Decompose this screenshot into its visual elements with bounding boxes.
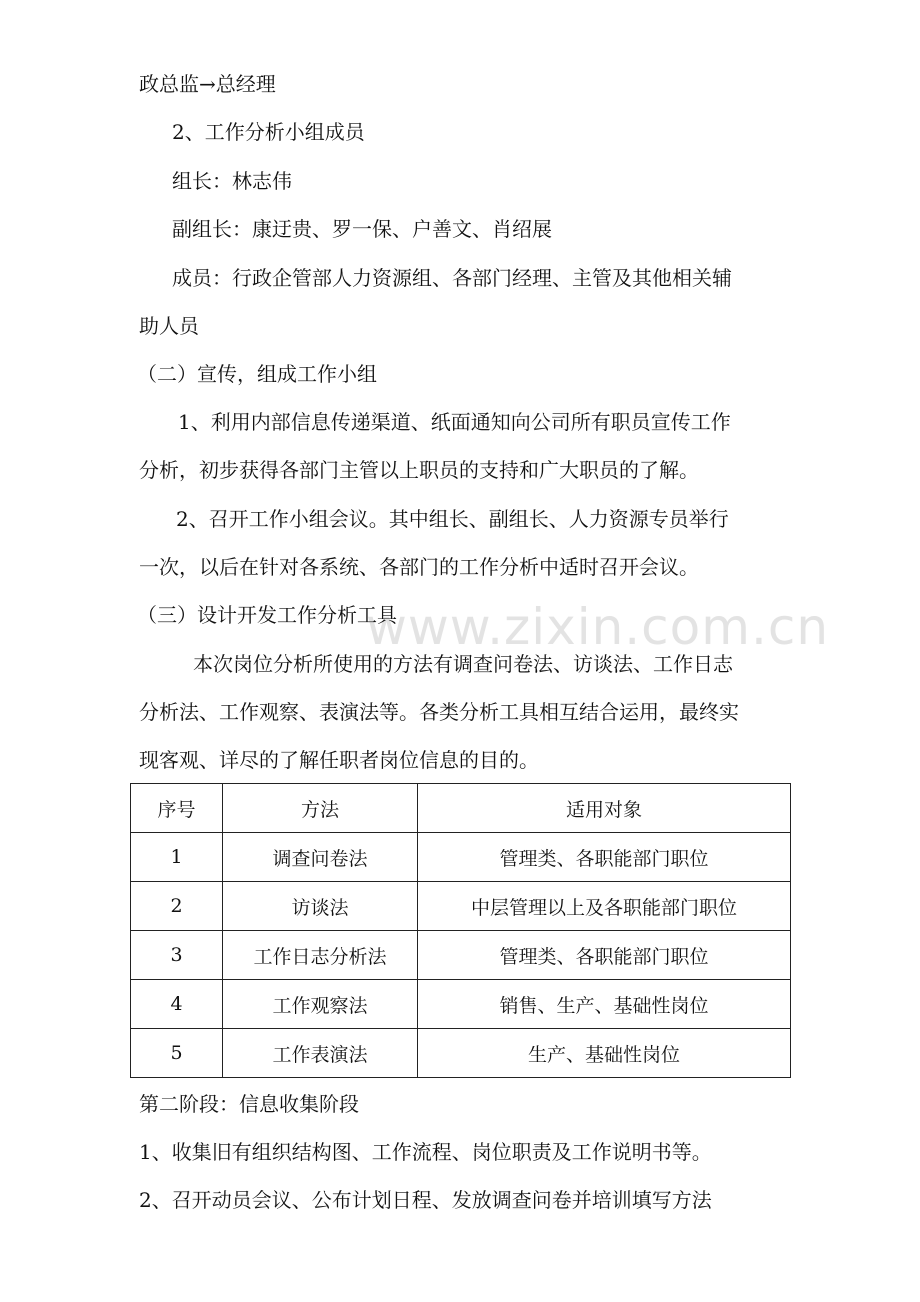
table-cell: 1	[131, 833, 223, 882]
team-leader: 组长：林志伟	[172, 169, 292, 193]
table-cell: 中层管理以上及各职能部门职位	[418, 882, 791, 931]
paragraph-line: 助人员	[139, 314, 199, 338]
methods-table	[130, 783, 791, 1078]
table-cell: 2	[131, 882, 223, 931]
section-heading: 2、工作分析小组成员	[172, 120, 365, 144]
table-cell: 4	[131, 980, 223, 1029]
table-cell: 访谈法	[223, 882, 418, 931]
paragraph-line: 1、收集旧有组织结构图、工作流程、岗位职责及工作说明书等。	[139, 1140, 712, 1164]
paragraph-line: 分析，初步获得各部门主管以上职员的支持和广大职员的了解。	[139, 458, 699, 482]
table-cell: 调查问卷法	[223, 833, 418, 882]
paragraph-line: 1、利用内部信息传递渠道、纸面通知向公司所有职员宣传工作	[178, 410, 731, 434]
paragraph-line: 分析法、工作观察、表演法等。各类分析工具相互结合运用，最终实	[139, 700, 739, 724]
table-cell: 工作表演法	[223, 1029, 418, 1078]
table-header-row	[131, 784, 791, 833]
table-cell: 销售、生产、基础性岗位	[418, 980, 791, 1029]
table-row	[131, 1029, 791, 1078]
paragraph-line: 一次，以后在针对各系统、各部门的工作分析中适时召开会议。	[139, 555, 699, 579]
table-cell: 管理类、各职能部门职位	[418, 931, 791, 980]
section-heading: 第二阶段：信息收集阶段	[139, 1092, 359, 1116]
table-cell: 5	[131, 1029, 223, 1078]
paragraph-line: 现客观、详尽的了解任职者岗位信息的目的。	[139, 748, 539, 772]
members: 成员：行政企管部人力资源组、各部门经理、主管及其他相关辅	[172, 266, 732, 290]
table-header-cell: 适用对象	[418, 784, 791, 833]
watermark: www.zixin.com.cn	[366, 598, 830, 656]
table-row	[131, 980, 791, 1029]
section-heading: （三）设计开发工作分析工具	[137, 603, 397, 627]
paragraph-line: 2、召开动员会议、公布计划日程、发放调查问卷并培训填写方法	[139, 1188, 712, 1212]
paragraph-line: 2、召开工作小组会议。其中组长、副组长、人力资源专员举行	[176, 507, 729, 531]
paragraph-line: 政总监→总经理	[139, 72, 276, 96]
deputy-leaders: 副组长：康迂贵、罗一保、户善文、肖绍展	[172, 217, 552, 241]
table-cell: 管理类、各职能部门职位	[418, 833, 791, 882]
table-row	[131, 882, 791, 931]
table-cell: 生产、基础性岗位	[418, 1029, 791, 1078]
table-header-cell: 序号	[131, 784, 223, 833]
table-cell: 3	[131, 931, 223, 980]
section-heading: （二）宣传，组成工作小组	[137, 362, 377, 386]
table-row	[131, 833, 791, 882]
paragraph-line: 本次岗位分析所使用的方法有调查问卷法、访谈法、工作日志	[193, 652, 733, 676]
table-row	[131, 931, 791, 980]
table-header-cell: 方法	[223, 784, 418, 833]
table-cell: 工作观察法	[223, 980, 418, 1029]
table-cell: 工作日志分析法	[223, 931, 418, 980]
